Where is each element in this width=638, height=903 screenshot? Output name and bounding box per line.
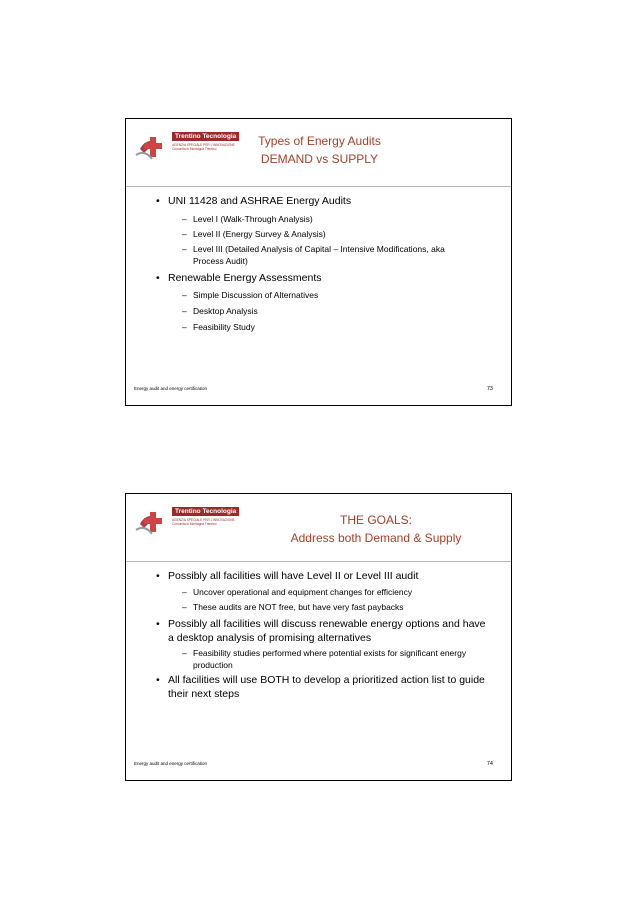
sub-bullet: – These audits are NOT free, but have very fast paybacks xyxy=(182,601,493,613)
sub-bullet: – Desktop Analysis xyxy=(182,305,258,317)
divider xyxy=(126,186,511,187)
sub-bullet: – Uncover operational and equipment changes for efficiency xyxy=(182,586,493,598)
bullet: • All facilities will use BOTH to develop a prioritized action list to guide their next steps xyxy=(168,673,488,701)
sub-bullet: – Feasibility studies performed where potential exists for significant energy production xyxy=(182,647,493,671)
logo-sub: AGENZIA SPECIALE PER L'INNOVAZIONE Comunità di Montagna Trentino xyxy=(172,518,235,526)
logo-mark-icon xyxy=(134,131,170,165)
page-number: 73 xyxy=(486,386,493,392)
sub-bullet: – Level II (Energy Survey & Analysis) xyxy=(182,228,326,240)
slide-title: Types of Energy Audits DEMAND vs SUPPLY xyxy=(258,134,381,166)
divider xyxy=(126,561,511,562)
logo-brand: Trentino Tecnologia xyxy=(172,507,239,516)
slide-74 xyxy=(125,493,512,781)
page-number: 74 xyxy=(486,761,493,767)
logo-brand: Trentino Tecnologia xyxy=(172,132,239,141)
sub-bullet: – Simple Discussion of Alternatives xyxy=(182,289,318,301)
bullet: • Renewable Energy Assessments xyxy=(168,271,322,285)
sub-bullet: – Feasibility Study xyxy=(182,321,255,333)
sub-bullet: – Level I (Walk-Through Analysis) xyxy=(182,213,313,225)
logo xyxy=(134,131,237,165)
bullet: • Possibly all facilities will discuss renewable energy options and have a desktop analysis of promising alternatives xyxy=(168,617,488,645)
slide-title: THE GOALS: Address both Demand & Supply xyxy=(290,513,462,545)
slide-footer: Energy audit and energy certification xyxy=(134,386,208,391)
logo-sub: AGENZIA SPECIALE PER L'INNOVAZIONE Comunità di Montagna Trentino xyxy=(172,143,235,151)
logo-mark-icon xyxy=(134,506,170,540)
bullet: • Possibly all facilities will have Level II or Level III audit xyxy=(168,569,488,583)
slide-73 xyxy=(125,118,512,406)
bullet: • UNI 11428 and ASHRAE Energy Audits xyxy=(168,194,351,208)
sub-bullet: – Level III (Detailed Analysis of Capital – Intensive Modifications, aka Process Audit) xyxy=(182,243,453,267)
logo xyxy=(134,506,237,540)
slide-footer: Energy audit and energy certification xyxy=(134,761,208,766)
